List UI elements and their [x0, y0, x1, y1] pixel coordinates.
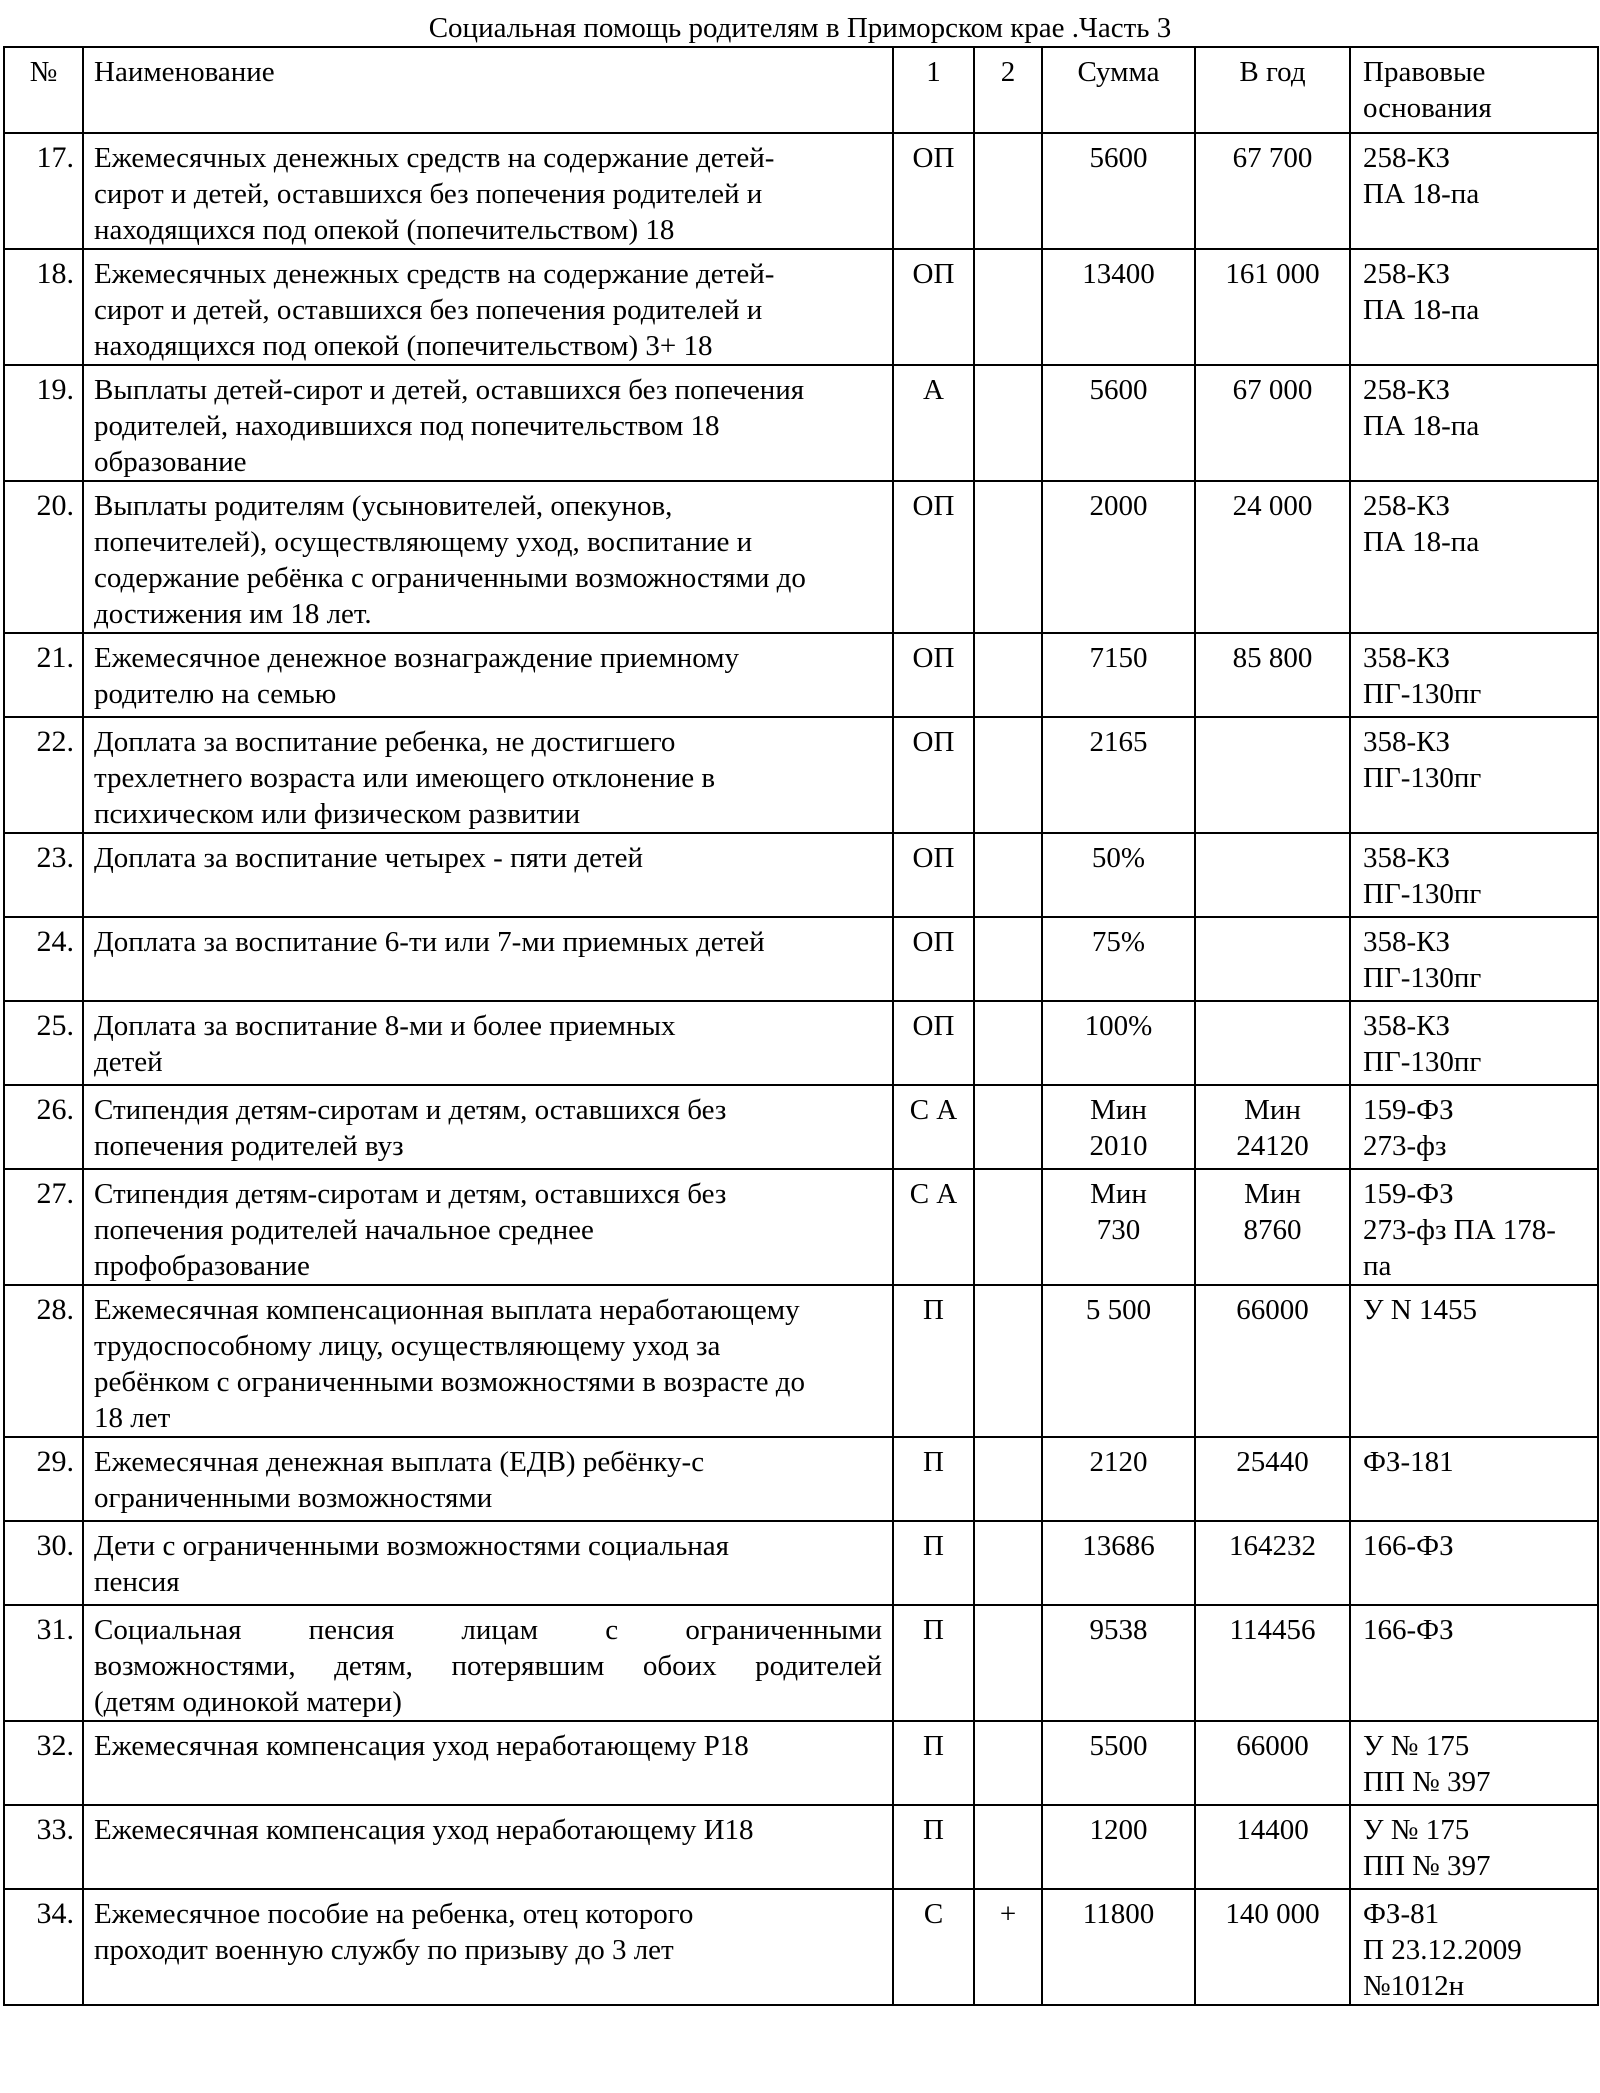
row-col1: П: [893, 1605, 974, 1721]
row-name: [83, 1001, 893, 1085]
row-number: 31.: [4, 1605, 83, 1721]
row-basis-line: 159-ФЗ: [1363, 1094, 1454, 1126]
row-number: 21.: [4, 633, 83, 717]
row-basis: [1350, 1721, 1598, 1805]
table-row: [4, 1285, 1598, 1437]
row-col1: А: [893, 365, 974, 481]
row-basis-line: ПГ-130пг: [1363, 878, 1482, 910]
table-row: [4, 365, 1598, 481]
row-sum-line: Мин: [1090, 1094, 1147, 1126]
row-year-line: 114456: [1229, 1614, 1316, 1646]
row-number: 32.: [4, 1721, 83, 1805]
row-col2: [974, 133, 1042, 249]
row-year: [1195, 1285, 1350, 1437]
table-row: [4, 481, 1598, 633]
row-year-line: 67 000: [1232, 374, 1313, 406]
row-name-line: (детям одинокой матери): [94, 1686, 402, 1718]
table-row: [4, 1889, 1598, 2005]
row-sum: [1042, 1437, 1195, 1521]
table-header-row: [4, 47, 1598, 133]
row-number: 19.: [4, 365, 83, 481]
row-col2: [974, 1001, 1042, 1085]
row-basis-line: ПА 18-па: [1363, 178, 1480, 210]
row-sum: [1042, 1085, 1195, 1169]
row-year-line: 66000: [1236, 1730, 1309, 1762]
row-year-line: 8760: [1243, 1214, 1302, 1246]
row-number: 28.: [4, 1285, 83, 1437]
row-basis-line: П 23.12.2009: [1363, 1934, 1522, 1966]
row-number: 20.: [4, 481, 83, 633]
row-year-line: 66000: [1236, 1294, 1309, 1326]
row-name: [83, 1889, 893, 2005]
row-basis-line: ФЗ-81: [1363, 1898, 1440, 1930]
row-name-line: Выплаты детей-сирот и детей, оставшихся без попечения: [94, 374, 805, 406]
row-basis-line: У № 175: [1363, 1730, 1470, 1762]
row-name-line: родителей, находившихся под попечительством 18: [94, 410, 720, 442]
header-year: В год: [1195, 47, 1350, 133]
row-year-line: 85 800: [1232, 642, 1313, 674]
row-basis: [1350, 917, 1598, 1001]
row-sum-line: 5600: [1089, 374, 1148, 406]
row-sum-line: 2010: [1089, 1130, 1148, 1162]
row-sum-line: 5 500: [1085, 1294, 1152, 1326]
row-col1: ОП: [893, 833, 974, 917]
row-basis-line: 258-КЗ: [1363, 490, 1451, 522]
row-sum-line: 2165: [1089, 726, 1148, 758]
row-col2: [974, 365, 1042, 481]
row-year: [1195, 1805, 1350, 1889]
row-sum: [1042, 1721, 1195, 1805]
table-row: [4, 1605, 1598, 1721]
row-basis-line: ПП № 397: [1363, 1850, 1491, 1882]
row-col1: П: [893, 1285, 974, 1437]
row-name-line: родителю на семью: [94, 678, 337, 710]
row-number: 34.: [4, 1889, 83, 2005]
row-basis: [1350, 717, 1598, 833]
table-row: [4, 917, 1598, 1001]
row-name: [83, 1721, 893, 1805]
row-basis-line: ПГ-130пг: [1363, 678, 1482, 710]
table-row: [4, 1085, 1598, 1169]
row-year: [1195, 1085, 1350, 1169]
row-year: [1195, 633, 1350, 717]
row-basis-line: 358-КЗ: [1363, 842, 1451, 874]
row-sum: [1042, 917, 1195, 1001]
header-name: Наименование: [83, 47, 893, 133]
row-name-line: Доплата за воспитание четырех - пяти детей: [94, 842, 644, 874]
row-year: [1195, 717, 1350, 833]
row-basis-line: ПА 18-па: [1363, 294, 1480, 326]
row-name-line: Ежемесячная денежная выплата (ЕДВ) ребёнку-с: [94, 1446, 705, 1478]
row-basis-line: 258-КЗ: [1363, 142, 1451, 174]
row-name-line: попечения родителей начальное среднее: [94, 1214, 594, 1246]
row-basis-line: па: [1363, 1250, 1392, 1282]
row-name-line: образование: [94, 446, 247, 478]
row-name-line: трехлетнего возраста или имеющего отклонение в: [94, 762, 716, 794]
row-col1: С А: [893, 1169, 974, 1285]
row-name-line: Ежемесячное денежное вознаграждение приемному: [94, 642, 740, 674]
table-row: [4, 1721, 1598, 1805]
header-num: №: [4, 47, 83, 133]
row-name: [83, 833, 893, 917]
row-year-line: 140 000: [1225, 1898, 1320, 1930]
row-col1: С: [893, 1889, 974, 2005]
row-col2: [974, 917, 1042, 1001]
table-row: [4, 633, 1598, 717]
row-basis: [1350, 1521, 1598, 1605]
row-basis: [1350, 1805, 1598, 1889]
row-basis: [1350, 1085, 1598, 1169]
row-sum-line: 2000: [1089, 490, 1148, 522]
row-col2: [974, 481, 1042, 633]
header-col2: 2: [974, 47, 1042, 133]
row-name: [83, 1805, 893, 1889]
row-year: [1195, 1521, 1350, 1605]
row-year: [1195, 917, 1350, 1001]
row-year: [1195, 1169, 1350, 1285]
row-name-line: Ежемесячная компенсация уход неработающему И18: [94, 1814, 754, 1846]
row-basis: [1350, 1001, 1598, 1085]
row-number: 23.: [4, 833, 83, 917]
row-col1: П: [893, 1437, 974, 1521]
row-sum-line: 7150: [1089, 642, 1148, 674]
row-sum: [1042, 1169, 1195, 1285]
row-name-line: ограниченными возможностями: [94, 1482, 493, 1514]
row-basis: [1350, 365, 1598, 481]
row-number: 30.: [4, 1521, 83, 1605]
row-col2: [974, 1605, 1042, 1721]
header-col1: 1: [893, 47, 974, 133]
row-name-line: достижения им 18 лет.: [94, 598, 372, 630]
row-name: [83, 1085, 893, 1169]
row-number: 24.: [4, 917, 83, 1001]
row-sum: [1042, 1605, 1195, 1721]
row-basis-line: 358-КЗ: [1363, 642, 1451, 674]
row-name-line: ребёнком с ограниченными возможностями в возрасте до: [94, 1366, 805, 1398]
row-name-line: проходит военную службу по призыву до 3 лет: [94, 1934, 674, 1966]
row-col2: [974, 1085, 1042, 1169]
row-name-line: Выплаты родителям (усыновителей, опекунов,: [94, 490, 673, 522]
table-row: [4, 717, 1598, 833]
row-basis-line: 273-фз ПА 178-: [1363, 1214, 1556, 1246]
row-name: [83, 717, 893, 833]
row-col1: ОП: [893, 633, 974, 717]
row-name: [83, 249, 893, 365]
table-row: [4, 1805, 1598, 1889]
row-sum: [1042, 833, 1195, 917]
row-sum: [1042, 1521, 1195, 1605]
row-basis-line: У № 175: [1363, 1814, 1470, 1846]
row-name-line: находящихся под опекой (попечительством) 18: [94, 214, 675, 246]
row-basis: [1350, 1437, 1598, 1521]
benefits-table: [3, 46, 1599, 2006]
header-basis: [1350, 47, 1598, 133]
row-name: [83, 1169, 893, 1285]
row-sum: [1042, 1889, 1195, 2005]
row-year-line: 14400: [1236, 1814, 1309, 1846]
row-name-line: психическом или физическом развитии: [94, 798, 581, 830]
row-col1: ОП: [893, 1001, 974, 1085]
table-row: [4, 1437, 1598, 1521]
row-col2: [974, 1285, 1042, 1437]
row-col1: ОП: [893, 133, 974, 249]
row-number: 29.: [4, 1437, 83, 1521]
row-name-line: находящихся под опекой (попечительством) 3+ 18: [94, 330, 713, 362]
row-name: [83, 1285, 893, 1437]
row-year: [1195, 833, 1350, 917]
row-sum: [1042, 249, 1195, 365]
header-basis-line2: основания: [1363, 92, 1492, 124]
row-name-line: трудоспособному лицу, осуществляющему уход за: [94, 1330, 721, 1362]
row-basis: [1350, 1285, 1598, 1437]
row-name-line: сирот и детей, оставшихся без попечения родителей и: [94, 294, 763, 326]
row-name: [83, 133, 893, 249]
row-name: [83, 633, 893, 717]
table-row: [4, 1521, 1598, 1605]
row-basis-line: ФЗ-181: [1363, 1446, 1454, 1478]
row-basis-line: 166-ФЗ: [1363, 1614, 1454, 1646]
row-basis-line: 358-КЗ: [1363, 926, 1451, 958]
row-sum: [1042, 1001, 1195, 1085]
row-col2: [974, 633, 1042, 717]
row-name-line: попечителей), осуществляющему уход, воспитание и: [94, 526, 753, 558]
row-col2: [974, 1437, 1042, 1521]
row-basis: [1350, 133, 1598, 249]
row-name-line: Ежемесячное пособие на ребенка, отец которого: [94, 1898, 694, 1930]
row-number: 22.: [4, 717, 83, 833]
row-basis-line: У N 1455: [1363, 1294, 1477, 1326]
row-sum-line: 13400: [1082, 258, 1155, 290]
row-sum-line: 2120: [1089, 1446, 1148, 1478]
row-name-line: попечения родителей вуз: [94, 1130, 404, 1162]
row-sum: [1042, 633, 1195, 717]
row-name: [83, 365, 893, 481]
row-name-line: Доплата за воспитание 6-ти или 7-ми приемных детей: [94, 926, 765, 958]
row-sum-line: 730: [1096, 1214, 1141, 1246]
row-sum-line: 5600: [1089, 142, 1148, 174]
row-year-line: Мин: [1244, 1094, 1301, 1126]
row-col2: [974, 833, 1042, 917]
row-year: [1195, 249, 1350, 365]
row-name-line: детей: [94, 1046, 163, 1078]
row-col2: [974, 1805, 1042, 1889]
row-name-line: Ежемесячная компенсация уход неработающему Р18: [94, 1730, 749, 1762]
row-name-line: Доплата за воспитание 8-ми и более приемных: [94, 1010, 676, 1042]
row-year: [1195, 1721, 1350, 1805]
row-name-line: Стипендия детям-сиротам и детям, оставшихся без: [94, 1178, 727, 1210]
document-title: Социальная помощь родителям в Приморском крае .Часть 3: [428, 12, 1172, 44]
row-sum-line: 100%: [1084, 1010, 1153, 1042]
row-sum: [1042, 1285, 1195, 1437]
row-name-line: Доплата за воспитание ребенка, не достигшего: [94, 726, 676, 758]
row-basis-line: ПГ-130пг: [1363, 762, 1482, 794]
row-number: 26.: [4, 1085, 83, 1169]
row-basis: [1350, 249, 1598, 365]
row-number: 18.: [4, 249, 83, 365]
row-sum-line: 13686: [1082, 1530, 1155, 1562]
row-col1: П: [893, 1521, 974, 1605]
row-year-line: 67 700: [1232, 142, 1313, 174]
row-year-line: 24120: [1236, 1130, 1309, 1162]
row-name-line: Социальная пенсия лицам с ограниченными: [94, 1614, 882, 1646]
table-row: [4, 249, 1598, 365]
row-year: [1195, 1889, 1350, 2005]
row-number: 33.: [4, 1805, 83, 1889]
row-year-line: 164232: [1229, 1530, 1316, 1562]
row-col2: +: [974, 1889, 1042, 2005]
table-row: [4, 1001, 1598, 1085]
row-name-line: Стипендия детям-сиротам и детям, оставшихся без: [94, 1094, 727, 1126]
row-name-line: сирот и детей, оставшихся без попечения родителей и: [94, 178, 763, 210]
row-basis-line: 258-КЗ: [1363, 374, 1451, 406]
row-col1: П: [893, 1805, 974, 1889]
row-basis-line: ПП № 397: [1363, 1766, 1491, 1798]
row-year: [1195, 365, 1350, 481]
row-col1: ОП: [893, 481, 974, 633]
row-name-line: Ежемесячная компенсационная выплата неработающему: [94, 1294, 800, 1326]
row-sum-line: 75%: [1091, 926, 1146, 958]
table-body: [4, 133, 1598, 2005]
row-basis: [1350, 1889, 1598, 2005]
row-year-line: 24 000: [1232, 490, 1313, 522]
row-year-line: 25440: [1236, 1446, 1309, 1478]
row-basis-line: 273-фз: [1363, 1130, 1447, 1162]
row-basis: [1350, 1605, 1598, 1721]
row-year: [1195, 1605, 1350, 1721]
row-year-line: Мин: [1244, 1178, 1301, 1210]
row-col2: [974, 717, 1042, 833]
row-sum-line: Мин: [1090, 1178, 1147, 1210]
row-name-line: возможностями, детям, потерявшим обоих родителей: [94, 1650, 882, 1682]
row-name-line: содержание ребёнка с ограниченными возможностями до: [94, 562, 806, 594]
row-name: [83, 481, 893, 633]
row-name-line: пенсия: [94, 1566, 180, 1598]
row-sum-line: 11800: [1082, 1898, 1155, 1930]
row-name-line: Ежемесячных денежных средств на содержание детей-: [94, 258, 775, 290]
row-basis-line: №1012н: [1363, 1970, 1465, 2002]
table-row: [4, 133, 1598, 249]
row-name-line: Дети с ограниченными возможностями социальная: [94, 1530, 730, 1562]
row-col1: ОП: [893, 249, 974, 365]
row-col2: [974, 1721, 1042, 1805]
row-basis: [1350, 481, 1598, 633]
row-name-line: Ежемесячных денежных средств на содержание детей-: [94, 142, 775, 174]
row-year: [1195, 481, 1350, 633]
row-basis-line: ПА 18-па: [1363, 526, 1480, 558]
row-name: [83, 1521, 893, 1605]
row-basis-line: 358-КЗ: [1363, 726, 1451, 758]
row-name: [83, 1605, 893, 1721]
row-basis-line: 166-ФЗ: [1363, 1530, 1454, 1562]
row-col2: [974, 249, 1042, 365]
table-row: [4, 1169, 1598, 1285]
row-sum-line: 9538: [1089, 1614, 1148, 1646]
row-basis-line: ПГ-130пг: [1363, 1046, 1482, 1078]
header-basis-line1: Правовые: [1363, 56, 1486, 88]
row-number: 27.: [4, 1169, 83, 1285]
row-col1: П: [893, 1721, 974, 1805]
row-name: [83, 917, 893, 1001]
row-basis-line: ПГ-130пг: [1363, 962, 1482, 994]
table-row: [4, 833, 1598, 917]
row-col1: С А: [893, 1085, 974, 1169]
row-sum: [1042, 481, 1195, 633]
row-col2: [974, 1521, 1042, 1605]
row-col1: ОП: [893, 917, 974, 1001]
row-sum-line: 1200: [1089, 1814, 1148, 1846]
row-sum: [1042, 717, 1195, 833]
row-sum-line: 5500: [1089, 1730, 1148, 1762]
row-year: [1195, 1001, 1350, 1085]
row-basis-line: 258-КЗ: [1363, 258, 1451, 290]
row-basis-line: 358-КЗ: [1363, 1010, 1451, 1042]
row-sum: [1042, 365, 1195, 481]
row-year: [1195, 133, 1350, 249]
header-sum: Сумма: [1042, 47, 1195, 133]
row-year-line: 161 000: [1225, 258, 1320, 290]
row-col2: [974, 1169, 1042, 1285]
row-basis: [1350, 833, 1598, 917]
row-basis-line: 159-ФЗ: [1363, 1178, 1454, 1210]
row-basis: [1350, 1169, 1598, 1285]
row-basis-line: ПА 18-па: [1363, 410, 1480, 442]
row-col1: ОП: [893, 717, 974, 833]
row-name: [83, 1437, 893, 1521]
row-year: [1195, 1437, 1350, 1521]
row-sum-line: 50%: [1091, 842, 1146, 874]
row-number: 17.: [4, 133, 83, 249]
row-name-line: профобразование: [94, 1250, 310, 1282]
row-number: 25.: [4, 1001, 83, 1085]
row-basis: [1350, 633, 1598, 717]
row-name-line: 18 лет: [94, 1402, 171, 1434]
row-sum: [1042, 133, 1195, 249]
row-sum: [1042, 1805, 1195, 1889]
